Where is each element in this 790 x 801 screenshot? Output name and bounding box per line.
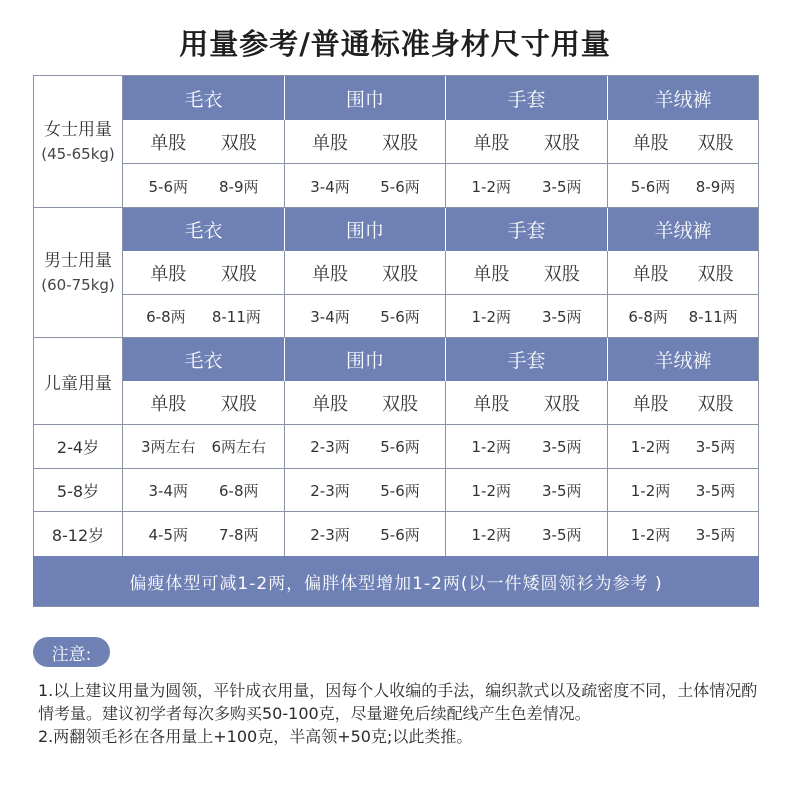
double-value: 8-11两 <box>211 308 261 326</box>
double-strand-label: 双股 <box>382 132 418 154</box>
col-header-pants: 羊绒裤 <box>608 76 758 120</box>
value-cell <box>123 295 285 338</box>
double-value: 5-6两 <box>380 481 420 500</box>
group-title: 女士用量 <box>44 119 112 140</box>
age-label: 2-4岁 <box>34 425 123 469</box>
value-cell <box>446 295 608 338</box>
notice-badge: 注意: <box>33 637 110 667</box>
value-cell <box>285 425 446 469</box>
col-header-sweater: 毛衣 <box>123 208 285 251</box>
double-value: 6两左右 <box>211 438 267 456</box>
value-cell <box>285 295 446 338</box>
single-value: 2-3两 <box>310 438 350 456</box>
single-value: 3-4两 <box>310 308 350 326</box>
single-value: 3-4两 <box>148 481 188 500</box>
double-strand-label: 双股 <box>220 132 257 154</box>
single-strand-label: 单股 <box>312 132 348 154</box>
double-value: 6-8两 <box>219 481 259 500</box>
value-cell <box>123 164 285 208</box>
value-cell <box>446 425 608 469</box>
single-strand-label: 单股 <box>632 393 669 415</box>
double-value: 3-5两 <box>542 525 582 544</box>
value-cell <box>608 164 758 208</box>
value-cell <box>123 425 285 469</box>
double-value: 5-6两 <box>380 177 420 196</box>
single-value: 6-8两 <box>628 308 668 326</box>
double-value: 7-8两 <box>219 525 259 544</box>
single-value: 1-2两 <box>630 525 671 544</box>
single-strand-label: 单股 <box>632 132 669 154</box>
double-strand-label: 双股 <box>382 393 418 415</box>
sub-header <box>446 251 608 295</box>
col-header-gloves: 手套 <box>446 338 608 381</box>
value-cell <box>285 469 446 512</box>
single-value: 1-2两 <box>471 438 511 456</box>
double-strand-label: 双股 <box>697 132 734 154</box>
sub-header <box>123 381 285 425</box>
value-cell <box>608 469 758 512</box>
single-value: 6-8两 <box>146 308 186 326</box>
usage-table <box>33 75 759 607</box>
notice-item: 1.以上建议用量为圆领，平针成衣用量，因每个人收编的手法，编织款式以及疏密度不同，土体情况酌情考量。建议初学者每次多购买50-100克，尽量避免后续配线产生色差情况。 <box>38 681 758 723</box>
single-value: 3两左右 <box>140 438 196 456</box>
single-value: 5-6两 <box>630 177 671 196</box>
sub-header <box>608 381 758 425</box>
double-strand-label: 双股 <box>543 132 580 154</box>
value-cell <box>446 469 608 512</box>
group-label-women <box>34 76 123 207</box>
double-strand-label: 双股 <box>382 263 418 285</box>
double-value: 3-5两 <box>695 525 736 544</box>
double-strand-label: 双股 <box>220 393 257 415</box>
col-header-scarf: 围巾 <box>285 76 446 120</box>
double-strand-label: 双股 <box>697 393 734 415</box>
single-strand-label: 单股 <box>150 132 187 154</box>
single-value: 1-2两 <box>630 438 671 456</box>
body-type-adjustment-bar: 偏瘦体型可减1-2两，偏胖体型增加1-2两(以一件矮圆领衫为参考 ) <box>33 556 759 606</box>
age-label: 8-12岁 <box>34 512 123 556</box>
col-header-pants: 羊绒裤 <box>608 338 758 381</box>
value-cell <box>285 512 446 556</box>
sub-header <box>123 120 285 164</box>
single-value: 1-2两 <box>630 481 671 500</box>
single-strand-label: 单股 <box>312 393 348 415</box>
group-title: 男士用量 <box>44 250 112 271</box>
single-strand-label: 单股 <box>150 393 187 415</box>
double-value: 3-5两 <box>542 438 582 456</box>
notice-item: 2.两翻领毛衫在各用量上+100克，半高领+50克;以此类推。 <box>38 727 473 746</box>
single-value: 1-2两 <box>471 177 511 196</box>
double-value: 5-6两 <box>380 308 420 326</box>
double-value: 5-6两 <box>380 525 420 544</box>
single-value: 3-4两 <box>310 177 350 196</box>
group-men <box>34 208 758 338</box>
sub-header <box>285 120 446 164</box>
col-header-gloves: 手套 <box>446 208 608 251</box>
sub-header <box>608 251 758 295</box>
value-cell <box>446 164 608 208</box>
single-value: 2-3两 <box>310 525 350 544</box>
single-value: 1-2两 <box>471 308 511 326</box>
notice-text <box>38 679 768 748</box>
single-strand-label: 单股 <box>473 393 510 415</box>
double-value: 8-9两 <box>695 177 736 196</box>
double-strand-label: 双股 <box>543 393 580 415</box>
double-value: 3-5两 <box>695 481 736 500</box>
value-cell <box>608 512 758 556</box>
col-header-gloves: 手套 <box>446 76 608 120</box>
group-women <box>34 76 758 208</box>
col-header-scarf: 围巾 <box>285 338 446 381</box>
single-strand-label: 单股 <box>473 263 510 285</box>
col-header-pants: 羊绒裤 <box>608 208 758 251</box>
single-value: 5-6两 <box>148 177 188 196</box>
sub-header <box>285 251 446 295</box>
sub-header <box>446 381 608 425</box>
sub-header <box>123 251 285 295</box>
double-value: 3-5两 <box>542 308 582 326</box>
value-cell <box>285 164 446 208</box>
group-weight-range: (60-75kg) <box>41 275 115 294</box>
single-value: 1-2两 <box>471 481 511 500</box>
single-value: 4-5两 <box>148 525 188 544</box>
single-strand-label: 单股 <box>150 263 187 285</box>
group-label-children: 儿童用量 <box>34 338 123 425</box>
double-value: 5-6两 <box>380 438 420 456</box>
group-label-men <box>34 208 123 337</box>
single-value: 2-3两 <box>310 481 350 500</box>
group-weight-range: (45-65kg) <box>41 144 115 163</box>
value-cell <box>123 469 285 512</box>
double-value: 3-5两 <box>542 481 582 500</box>
double-value: 3-5两 <box>542 177 582 196</box>
double-value: 8-9两 <box>219 177 259 196</box>
single-strand-label: 单股 <box>473 132 510 154</box>
col-header-sweater: 毛衣 <box>123 76 285 120</box>
double-value: 8-11两 <box>688 308 738 326</box>
sub-header <box>608 120 758 164</box>
value-cell <box>608 295 758 338</box>
value-cell <box>446 512 608 556</box>
group-children <box>34 338 758 556</box>
double-strand-label: 双股 <box>220 263 257 285</box>
double-value: 3-5两 <box>695 438 736 456</box>
single-strand-label: 单股 <box>312 263 348 285</box>
age-label: 5-8岁 <box>34 469 123 512</box>
single-strand-label: 单股 <box>632 263 669 285</box>
col-header-scarf: 围巾 <box>285 208 446 251</box>
page-title: 用量参考/普通标准身材尺寸用量 <box>179 27 611 61</box>
value-cell <box>123 512 285 556</box>
double-strand-label: 双股 <box>697 263 734 285</box>
sub-header <box>285 381 446 425</box>
col-header-sweater: 毛衣 <box>123 338 285 381</box>
sub-header <box>446 120 608 164</box>
value-cell <box>608 425 758 469</box>
single-value: 1-2两 <box>471 525 511 544</box>
double-strand-label: 双股 <box>543 263 580 285</box>
